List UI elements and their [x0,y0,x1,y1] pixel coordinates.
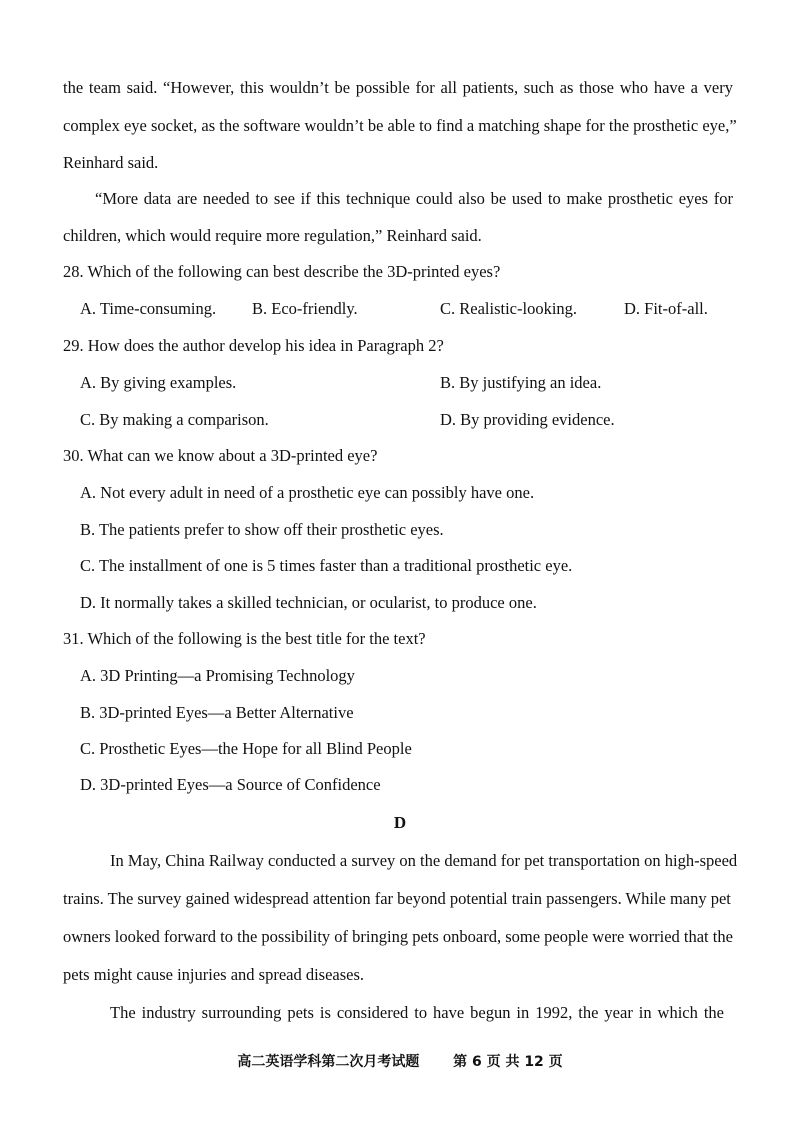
question-31-stem: 31. Which of the following is the best title for the text? [63,629,426,648]
question-31-option-a: A. 3D Printing—a Promising Technology [80,666,355,685]
question-30-option-d: D. It normally takes a skilled technician, or ocularist, to produce one. [80,593,537,612]
question-30-option-a: A. Not every adult in need of a prosthetic eye can possibly have one. [80,483,535,502]
question-30-option-b: B. The patients prefer to show off their prosthetic eyes. [80,520,444,539]
passage-text-line: pets might cause injuries and spread diseases. [63,965,365,984]
passage-text-line: the team said. “However, this wouldn’t be possible for all patients, such as those who have a very [63,78,733,97]
question-29-option-d: D. By providing evidence. [440,410,615,429]
question-30-stem: 30. What can we know about a 3D-printed eye? [63,446,378,465]
question-31-option-c: C. Prosthetic Eyes—the Hope for all Blind People [80,739,412,758]
question-29-option-b: B. By justifying an idea. [440,373,602,392]
passage-text-line: “More data are needed to see if this technique could also be used to make prosthetic eyes for [95,189,733,208]
question-29-option-c: C. By making a comparison. [80,410,269,429]
exam-title: 高二英语学科第二次月考试题 [237,1054,420,1070]
question-28-option-b: B. Eco-friendly. [252,299,358,318]
passage-text-line: In May, China Railway conducted a survey on the demand for pet transportation on high-speed [110,851,738,870]
question-28-option-a: A. Time-consuming. [80,299,217,318]
passage-text-line: owners looked forward to the possibility of bringing pets onboard, some people were worried that the [63,927,733,946]
question-29-option-a: A. By giving examples. [80,373,237,392]
passage-text-line: children, which would require more regulation,” Reinhard said. [63,226,482,245]
question-31-option-d: D. 3D-printed Eyes—a Source of Confidence [80,775,381,794]
page-number: 第 6 页 共 12 页 [453,1054,563,1070]
question-30-option-c: C. The installment of one is 5 times faster than a traditional prosthetic eye. [80,556,573,575]
passage-text-line: complex eye socket, as the software wouldn’t be able to find a matching shape for the prosthetic eye,” [63,116,737,135]
page-footer [0,1051,800,1071]
passage-text-line: The industry surrounding pets is considered to have begun in 1992, the year in which the [110,1003,724,1022]
passage-text-line: Reinhard said. [63,153,159,172]
section-heading: D [393,813,407,832]
question-31-option-b: B. 3D-printed Eyes—a Better Alternative [80,703,354,722]
question-29-stem: 29. How does the author develop his idea in Paragraph 2? [63,336,444,355]
question-28-option-d: D. Fit-of-all. [624,299,708,318]
passage-text-line: trains. The survey gained widespread attention far beyond potential train passengers. While many pet [63,889,731,908]
question-28-stem: 28. Which of the following can best describe the 3D-printed eyes? [63,262,501,281]
question-28-option-c: C. Realistic-looking. [440,299,578,318]
